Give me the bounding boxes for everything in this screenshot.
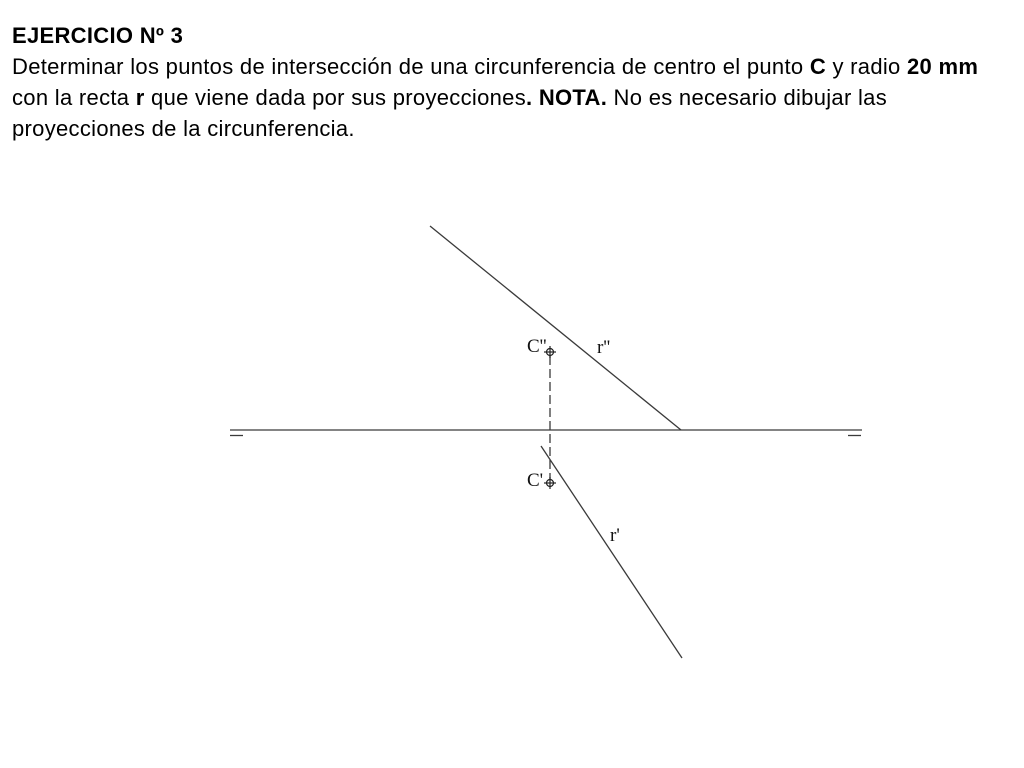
statement-text: Determinar los puntos de intersección de una circunferencia de centro el punto (12, 54, 810, 79)
point-c-horizontal-marker (544, 477, 556, 489)
statement-text: con la recta (12, 85, 136, 110)
exercise-title-line (12, 20, 978, 51)
line-r-reference: r (135, 85, 145, 110)
note-heading: . NOTA. (526, 85, 608, 110)
point-c-reference: C (809, 54, 827, 79)
statement-text: y radio (826, 54, 907, 79)
statement-line-1 (12, 51, 978, 82)
statement-line-2 (12, 82, 978, 113)
radius-value: 20 mm (907, 54, 979, 79)
statement-text: que viene dada por sus proyecciones (144, 85, 526, 110)
exercise-statement (12, 20, 978, 144)
note-text: No es necesario dibujar las (607, 85, 888, 110)
note-text: proyecciones de la circunferencia. (12, 116, 355, 141)
label-point-c-horizontal: C' (527, 470, 544, 491)
exercise-title: EJERCICIO Nº 3 (12, 23, 184, 48)
label-line-r-vertical: r'' (597, 337, 611, 358)
line-r-horizontal-projection (541, 446, 682, 658)
statement-line-3 (12, 113, 978, 144)
label-line-r-horizontal: r' (610, 525, 620, 546)
line-r-vertical-projection (430, 226, 681, 430)
label-point-c-vertical: C'' (527, 336, 547, 357)
